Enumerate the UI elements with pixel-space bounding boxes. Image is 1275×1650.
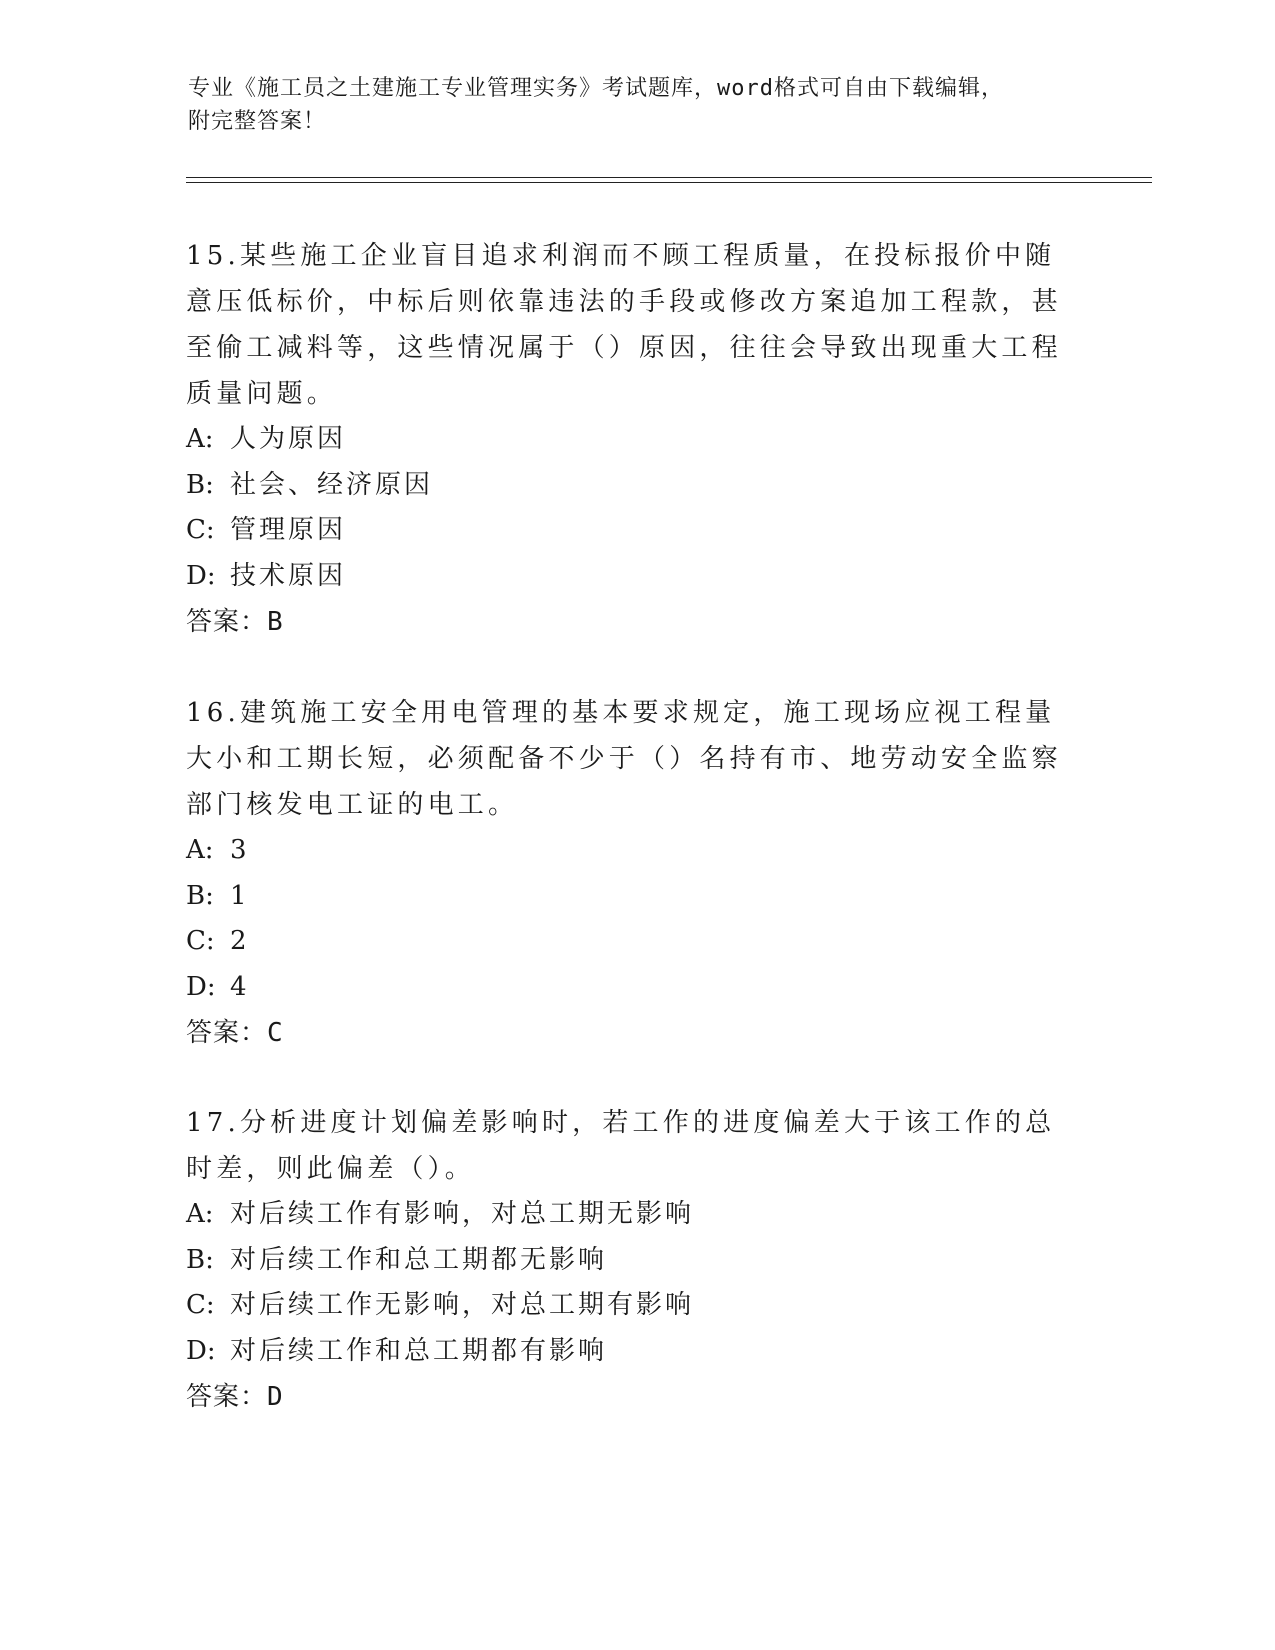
header-line-2: 附完整答案！ [188,109,327,134]
option-text: 对后续工作有影响，对总工期无影响 [230,1199,695,1229]
option-letter: A: [186,424,214,454]
option-letter: C: [186,515,215,545]
document-header [188,72,1068,138]
option-c [186,919,1076,965]
option-letter: B: [186,880,214,911]
option-text: 3 [230,835,250,865]
option-text: 2 [230,926,250,956]
option-text: 对后续工作和总工期都有影响 [230,1335,608,1366]
option-text: 1 [230,880,250,911]
option-d [186,965,1076,1011]
header-line-1: 专业《施工员之土建施工专业管理实务》考试题库，word格式可自由下载编辑， [188,76,1004,101]
option-b [186,463,1076,509]
option-letter: A: [186,1199,214,1229]
option-letter: B: [186,1244,214,1275]
option-letter: D: [186,560,216,591]
answer-line: 答案：D [186,1382,284,1412]
option-letter: A: [186,835,214,865]
option-text: 对后续工作无影响，对总工期有影响 [230,1290,695,1320]
question-stem: 16.建筑施工安全用电管理的基本要求规定，施工现场应视工程量大小和工期长短，必须配备不少于（）名持有市、地劳动安全监察部门核发电工证的电工。 [186,698,1062,820]
option-text: 社会、经济原因 [230,469,434,500]
option-b [186,874,1076,920]
option-letter: C: [186,926,215,956]
header-divider-top [186,177,1152,178]
option-letter: B: [186,469,214,500]
option-c [186,1283,1076,1329]
option-d [186,1329,1076,1375]
option-text: 对后续工作和总工期都无影响 [230,1244,608,1275]
option-c [186,508,1076,554]
answer-line: 答案：B [186,607,284,637]
question-16 [186,690,1076,1056]
option-text: 4 [230,971,250,1002]
option-b [186,1238,1076,1284]
option-a [186,417,1076,463]
option-letter: D: [186,971,216,1002]
option-d [186,554,1076,600]
option-text: 管理原因 [230,515,347,545]
option-text: 技术原因 [230,560,347,591]
option-letter: D: [186,1335,216,1366]
header-divider-bottom [186,182,1152,183]
answer-line: 答案：C [186,1018,284,1048]
option-text: 人为原因 [230,424,347,454]
question-15 [186,233,1076,645]
option-a [186,1192,1076,1238]
question-stem: 15.某些施工企业盲目追求利润而不顾工程质量，在投标报价中随意压低标价，中标后则依靠违法的手段或修改方案追加工程款，甚至偷工减料等，这些情况属于（）原因，往往会导致出现重大工程质量问题。 [186,241,1062,409]
question-17 [186,1100,1076,1420]
option-a [186,828,1076,874]
option-letter: C: [186,1290,215,1320]
question-stem: 17.分析进度计划偏差影响时，若工作的进度偏差大于该工作的总时差，则此偏差（）。 [186,1108,1056,1184]
